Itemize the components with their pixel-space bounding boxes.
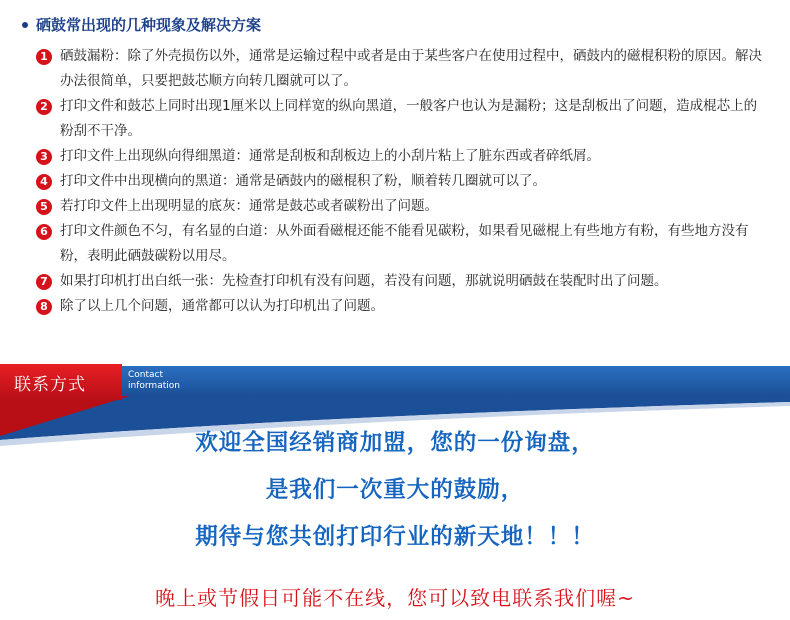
issue-text: 如果打印机打出白纸一张：先检查打印机有没有问题，若没有问题，那就说明硒鼓在装配时出了问题。 <box>60 273 668 289</box>
issue-text: 除了以上几个问题，通常都可以认为打印机出了问题。 <box>60 298 384 314</box>
welcome-line-3: 期待与您共创打印行业的新天地！！！ <box>195 524 595 550</box>
issue-text: 若打印文件上出现明显的底灰：通常是鼓芯或者碳粉出了问题。 <box>60 198 438 214</box>
welcome-line-1: 欢迎全国经销商加盟，您的一份询盘， <box>195 430 595 456</box>
number-badge-icon: 2 <box>36 99 52 115</box>
contact-title: 联系方式 <box>14 375 86 395</box>
issue-text: 打印文件上出现纵向得细黑道：通常是刮板和刮板边上的小刮片粘上了脏东西或者碎纸屑。 <box>60 148 600 164</box>
number-badge-icon: 3 <box>36 149 52 165</box>
list-item <box>36 44 770 94</box>
number-badge-icon: 5 <box>36 199 52 215</box>
number-badge-icon: 6 <box>36 224 52 240</box>
list-item <box>36 94 770 144</box>
list-item <box>36 219 770 269</box>
list-item <box>36 294 770 319</box>
number-badge-icon: 8 <box>36 299 52 315</box>
list-item <box>36 194 770 219</box>
number-badge-icon: 7 <box>36 274 52 290</box>
contact-subtitle-line1: Contact <box>128 370 164 380</box>
issue-text: 打印文件中出现横向的黑道：通常是硒鼓内的磁棍积了粉，顺着转几圈就可以了。 <box>60 173 546 189</box>
welcome-line-2: 是我们一次重大的鼓励， <box>265 477 525 503</box>
bullet-dot-icon <box>22 22 28 28</box>
contact-subtitle <box>128 370 180 392</box>
list-item <box>36 169 770 194</box>
contact-subtitle-line2: information <box>128 381 180 391</box>
number-badge-icon: 1 <box>36 49 52 65</box>
contact-title-block <box>0 364 122 400</box>
section-title-text: 硒鼓常出现的几种现象及解决方案 <box>36 16 262 34</box>
section-title <box>22 14 261 35</box>
issue-text: 打印文件和鼓芯上同时出现1厘米以上同样宽的纵向黑道，一般客户也认为是漏粉；这是刮板出了问题，造成棍芯上的粉刮不干净。 <box>60 98 758 139</box>
issue-text: 打印文件颜色不匀，有名显的白道：从外面看磁棍还能不能看见碳粉，如果看见磁棍上有些地方有粉，有些地方没有粉，表明此硒鼓碳粉以用尽。 <box>60 223 749 264</box>
issue-text: 硒鼓漏粉：除了外壳损伤以外，通常是运输过程中或者是由于某些客户在使用过程中，硒鼓内的磁棍积粉的原因。解决办法很简单，只要把鼓芯顺方向转几圈就可以了。 <box>60 48 762 89</box>
welcome-message <box>0 420 790 561</box>
number-badge-icon: 4 <box>36 174 52 190</box>
list-item <box>36 269 770 294</box>
issue-list <box>36 44 770 319</box>
offline-note: 晚上或节假日可能不在线，您可以致电联系我们喔~ <box>155 586 635 610</box>
list-item <box>36 144 770 169</box>
